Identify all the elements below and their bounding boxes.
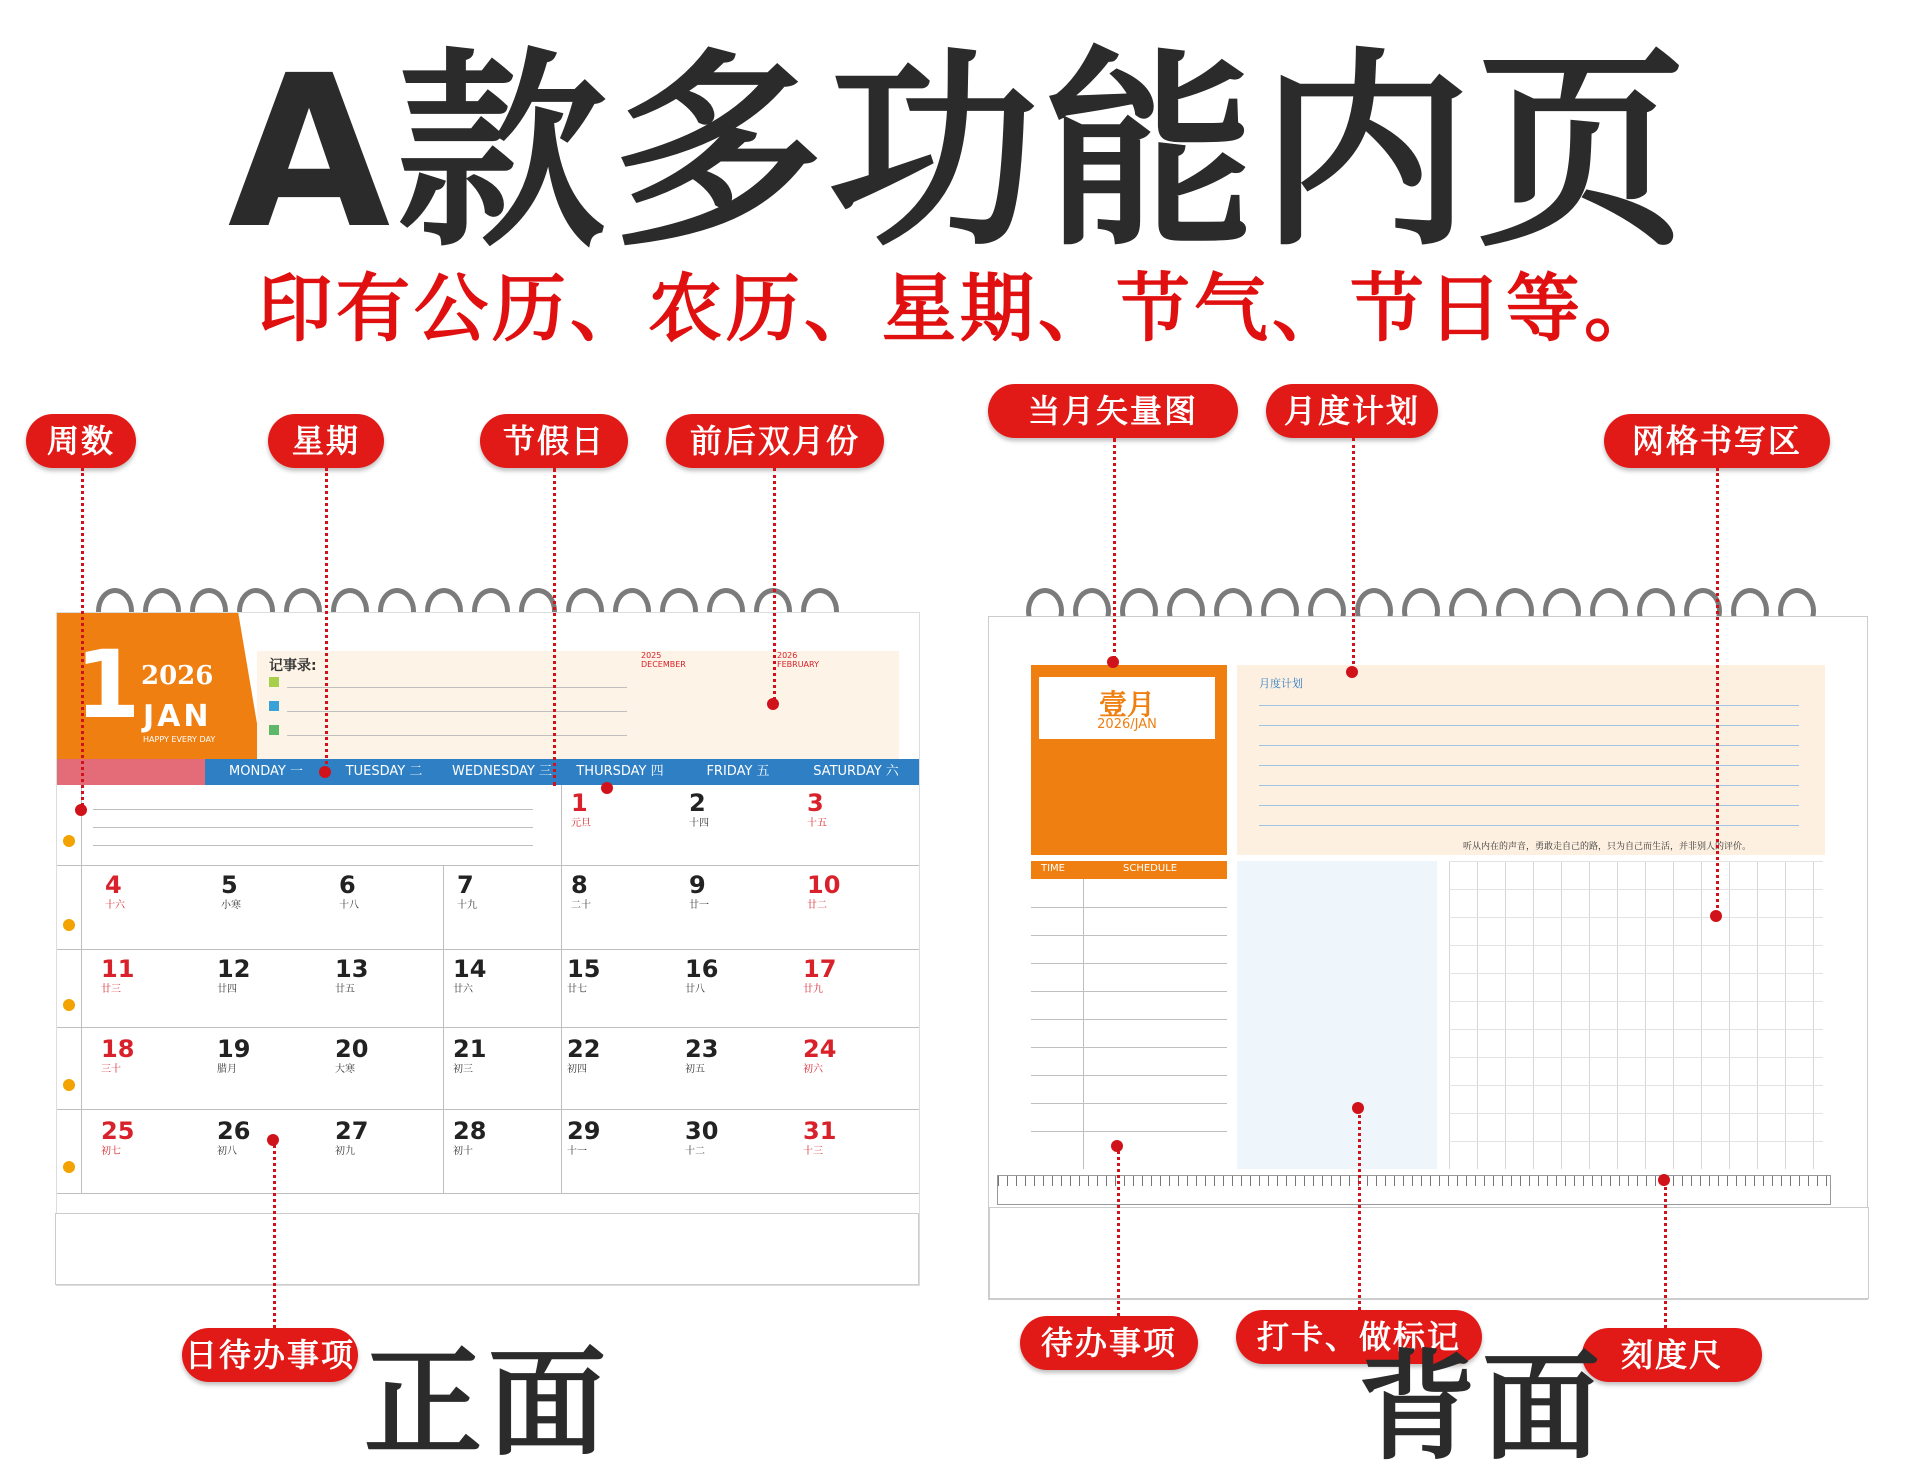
year-text: 2026 [141, 661, 214, 691]
main-title: A款多功能内页 [227, 30, 1693, 275]
day-23[interactable]: 23 [685, 1035, 719, 1063]
weekday-tue: TUESDAY 二 [345, 764, 423, 779]
back-month-ym: 2026/JAN [1097, 717, 1157, 732]
day-10[interactable]: 10 [807, 871, 841, 899]
label-week-count: 周数 [26, 414, 136, 468]
weekday-sat: SATURDAY 六 [813, 764, 899, 779]
weekday-fri: FRIDAY 五 [706, 764, 770, 779]
label-todo: 待办事项 [1020, 1316, 1198, 1370]
monthly-plan-box [1237, 665, 1825, 855]
label-ruler: 刻度尺 [1582, 1328, 1762, 1382]
label-monthly-plan: 月度计划 [1266, 384, 1438, 438]
back-label: 背面 [1358, 1338, 1607, 1476]
day-11[interactable]: 11 [101, 955, 135, 983]
day-2[interactable]: 2 [689, 789, 706, 817]
day-20[interactable]: 20 [335, 1035, 369, 1063]
day-25[interactable]: 25 [101, 1117, 135, 1145]
label-grid-writing: 网格书写区 [1604, 414, 1830, 468]
day-22[interactable]: 22 [567, 1035, 601, 1063]
day-17[interactable]: 17 [803, 955, 837, 983]
grid-writing-area [1449, 861, 1823, 1169]
label-checkin: 打卡、做标记 [1236, 1310, 1482, 1364]
day-9[interactable]: 9 [689, 871, 706, 899]
day-27[interactable]: 27 [335, 1117, 369, 1145]
day-19[interactable]: 19 [217, 1035, 251, 1063]
plan-title: 月度计划 [1259, 677, 1303, 690]
plan-quote: 听从内在的声音，勇敢走自己的路，只为自己而生活，并非别人的评价。 [1463, 842, 1752, 852]
day-31[interactable]: 31 [803, 1117, 837, 1145]
month-number: 1 [75, 631, 141, 740]
day-24[interactable]: 24 [803, 1035, 837, 1063]
day-8[interactable]: 8 [571, 871, 588, 899]
day-12[interactable]: 12 [217, 955, 251, 983]
day-18[interactable]: 18 [101, 1035, 135, 1063]
weekday-thu: THURSDAY 四 [576, 764, 664, 779]
memo-color-green2 [269, 725, 279, 735]
day-4[interactable]: 4 [105, 871, 122, 899]
weekday-bar [57, 759, 919, 785]
ruler [997, 1175, 1831, 1205]
front-calendar-page: 1 2026 JAN HAPPY EVERY DAY 记事录: 2025 DECEMBER 2026 FEBRUARY MONDAY 一 TUESDAY 二 WEDNESDAY 三 THURSDAY 四 FRIDAY 五 SATURDAY 六 1 元旦 2 十四 3 十五 4 十六 5 小寒 6 十八 7 十九 8 二十 9 廿一 10 廿二 11 廿三 12 廿四 13 廿五 14 廿六 15 廿七 16 廿八 17 廿九 18 三十 19 腊月 20 大寒 21 初三 22 初四 23 初五 24 初六 25 初七 26 初八 27 初九 28 初十 29 十一 30 十二 31 十三 [56, 612, 920, 1286]
day-26[interactable]: 26 [217, 1117, 251, 1145]
day-30[interactable]: 30 [685, 1117, 719, 1145]
memo-label: 记事录: [269, 658, 317, 674]
day-1[interactable]: 1 [571, 789, 588, 817]
day-28[interactable]: 28 [453, 1117, 487, 1145]
tagline: HAPPY EVERY DAY [143, 735, 216, 744]
front-label: 正面 [364, 1334, 613, 1472]
weekday-mon: MONDAY 一 [229, 764, 303, 779]
subtitle: 印有公历、农历、星期、节气、节日等。 [258, 266, 1662, 352]
label-weekday: 星期 [268, 414, 384, 468]
memo-color-blue [269, 701, 279, 711]
label-holiday: 节假日 [480, 414, 628, 468]
back-calendar-page [988, 616, 1868, 1300]
front-stand-base [55, 1213, 919, 1285]
day-21[interactable]: 21 [453, 1035, 487, 1063]
back-stand-base [989, 1207, 1869, 1299]
day-7[interactable]: 7 [457, 871, 474, 899]
day-13[interactable]: 13 [335, 955, 369, 983]
checkin-area [1237, 861, 1437, 1169]
weekday-wed: WEDNESDAY 三 [451, 764, 552, 779]
label-month-vector: 当月矢量图 [988, 384, 1238, 438]
label-prev-next-months: 前后双月份 [666, 414, 884, 468]
day-6[interactable]: 6 [339, 871, 356, 899]
day-16[interactable]: 16 [685, 955, 719, 983]
memo-color-green [269, 677, 279, 687]
day-29[interactable]: 29 [567, 1117, 601, 1145]
day-15[interactable]: 15 [567, 955, 601, 983]
label-daily-todo: 日待办事项 [182, 1328, 358, 1382]
day-14[interactable]: 14 [453, 955, 487, 983]
schedule-header: TIME SCHEDULE [1031, 861, 1227, 879]
day-5[interactable]: 5 [221, 871, 238, 899]
day-3[interactable]: 3 [807, 789, 824, 817]
back-month-cn: 壹月 [1098, 688, 1155, 721]
month-en: JAN [143, 699, 212, 734]
memo-area: 记事录: 2025 DECEMBER 2026 FEBRUARY [257, 651, 899, 759]
